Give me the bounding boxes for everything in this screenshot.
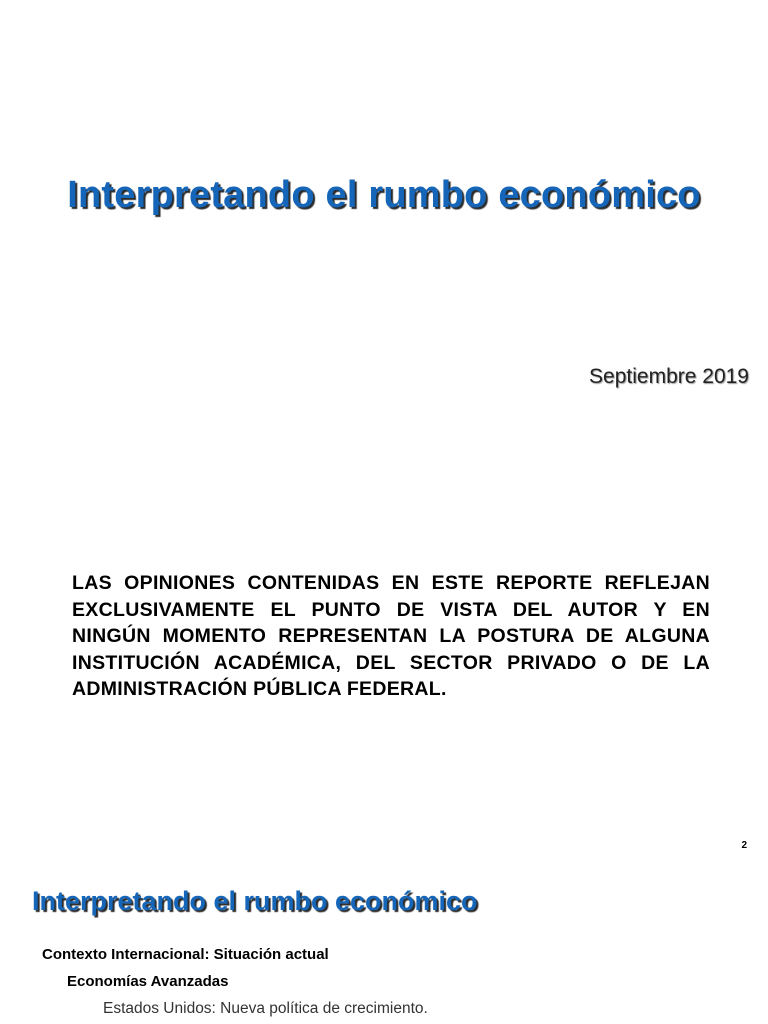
disclaimer-text: LAS OPINIONES CONTENIDAS EN ESTE REPORTE REFLEJAN EXCLUSIVAMENTE EL PUNTO DE VISTA DEL AUTOR Y EN NINGÚN MOMENTO REPRESENTAN LA POSTURA DE ALGUNA INSTITUCIÓN ACADÉMICA, DEL SECTOR PRIVADO O DE LA ADMINISTRACIÓN PÚBLICA FEDERAL. (72, 572, 710, 700)
slide-title: Interpretando el rumbo económico (32, 886, 478, 916)
slide-date: Septiembre 2019 (589, 365, 749, 388)
slide-title: Interpretando el rumbo económico (67, 174, 701, 216)
outline-level-2: Economías Avanzadas (67, 973, 229, 990)
outline-level-1: Contexto Internacional: Situación actual (42, 946, 329, 963)
slide-2 (0, 862, 768, 1024)
page-number: 2 (741, 840, 747, 851)
outline-level-3: Estados Unidos: Nueva política de crecimiento. (103, 1000, 428, 1017)
